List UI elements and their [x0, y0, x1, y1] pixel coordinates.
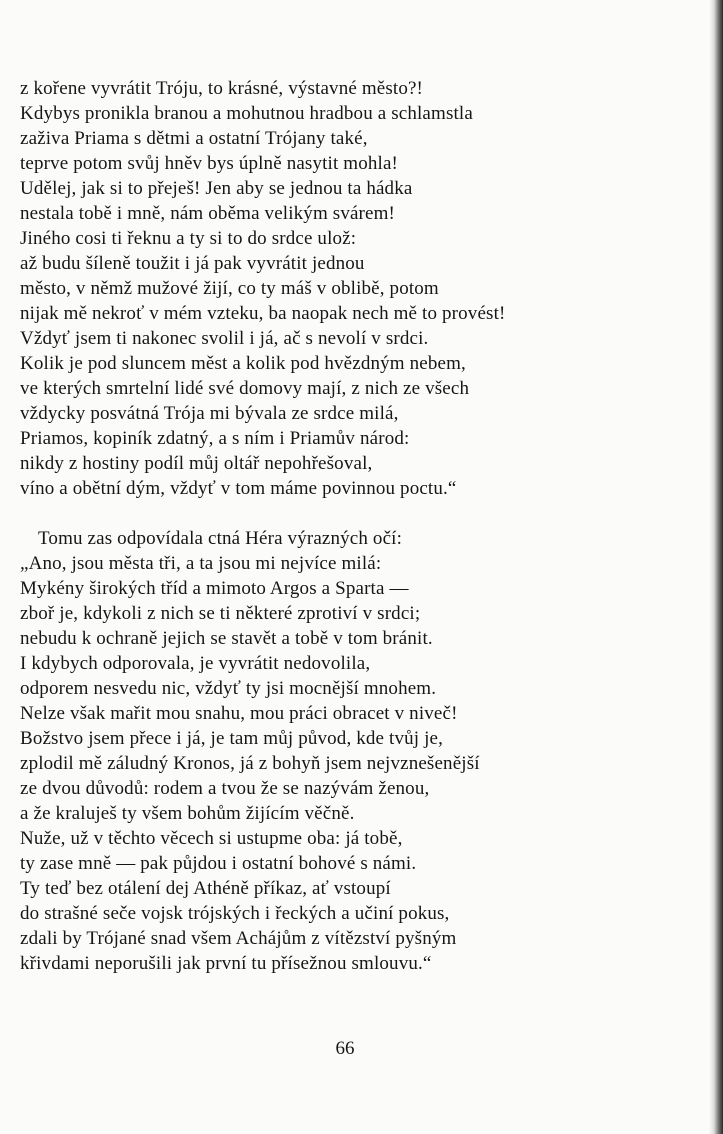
verse-line: ze dvou důvodů: rodem a tvou že se nazývám ženou,: [20, 778, 430, 799]
verse-line: Vždyť jsem ti nakonec svolil i já, ač s nevolí v srdci.: [20, 328, 429, 349]
verse-line: až budu šíleně toužit i já pak vyvrátit jednou: [20, 253, 365, 274]
verse-line: nebudu k ochraně jejich se stavět a tobě v tom bránit.: [20, 628, 433, 649]
verse-line: ty zase mně — pak půjdou i ostatní bohové s námi.: [20, 853, 417, 874]
verse-line: Priamos, kopiník zdatný, a s ním i Priamův národ:: [20, 428, 410, 449]
verse-line: ve kterých smrtelní lidé své domovy mají, z nich ze všech: [20, 378, 470, 399]
verse-line: nestala tobě i mně, nám oběma velikým svárem!: [20, 203, 396, 224]
page-binding-shadow: [709, 0, 723, 1134]
verse-line: Nelze však mařit mou snahu, mou práci obracet v niveč!: [20, 703, 458, 724]
verse-line: vždycky posvátná Trója mi bývala ze srdce milá,: [20, 403, 399, 424]
verse-line: Kolik je pod sluncem měst a kolik pod hvězdným nebem,: [20, 353, 466, 374]
verse-line: teprve potom svůj hněv bys úplně nasytit mohla!: [20, 153, 399, 174]
verse-line: Božstvo jsem přece i já, je tam můj původ, kde tvůj je,: [20, 728, 443, 749]
verse-line: a že kraluješ ty všem bohům žijícím věčně.: [20, 803, 355, 824]
verse-line: Kdybys pronikla branou a mohutnou hradbou a schlamstla: [20, 103, 473, 124]
verse-line: z kořene vyvrátit Tróju, to krásné, výstavné město?!: [20, 78, 424, 99]
verse-line: nikdy z hostiny podíl můj oltář nepohřešoval,: [20, 453, 373, 474]
verse-line: Jiného cosi ti řeknu a ty si to do srdce ulož:: [20, 228, 357, 249]
verse-line: křivdami neporušili jak první tu přísežnou smlouvu.“: [20, 953, 432, 974]
verse-line: zplodil mě záludný Kronos, já z bohyň jsem nejvznešenější: [20, 753, 480, 774]
verse-line: zboř je, kdykoli z nich se ti některé zprotiví v srdci;: [20, 603, 421, 624]
verse-line: do strašné seče vojsk trójských i řeckých a učiní pokus,: [20, 903, 450, 924]
verse-line: město, v němž mužové žijí, co ty máš v oblibě, potom: [20, 278, 439, 299]
verse-line: Ty teď bez otálení dej Athéně příkaz, ať vstoupí: [20, 878, 391, 899]
verse-line: odporem nesvedu nic, vždyť ty jsi mocnější mnohem.: [20, 678, 437, 699]
verse-line: Tomu zas odpovídala ctná Héra výrazných očí:: [38, 528, 403, 549]
verse-line: víno a obětní dým, vždyť v tom máme povinnou poctu.“: [20, 478, 457, 499]
verse-line: nijak mě nekroť v mém vzteku, ba naopak nech mě to provést!: [20, 303, 506, 324]
verse-line: zdali by Trójané snad všem Achájům z vítězství pyšným: [20, 928, 457, 949]
page-number: 66: [335, 1038, 355, 1059]
verse-line: Nuže, už v těchto věcech si ustupme oba: já tobě,: [20, 828, 403, 849]
verse-line: „Ano, jsou města tři, a ta jsou mi nejvíce milá:: [20, 553, 382, 574]
verse-line: Mykény širokých tříd a mimoto Argos a Sparta —: [20, 578, 409, 599]
verse-line: I kdybych odporovala, je vyvrátit nedovolila,: [20, 653, 371, 674]
verse-line: Udělej, jak si to přeješ! Jen aby se jednou ta hádka: [20, 178, 413, 199]
verse-line: zaživa Priama s dětmi a ostatní Trójany také,: [20, 128, 368, 149]
